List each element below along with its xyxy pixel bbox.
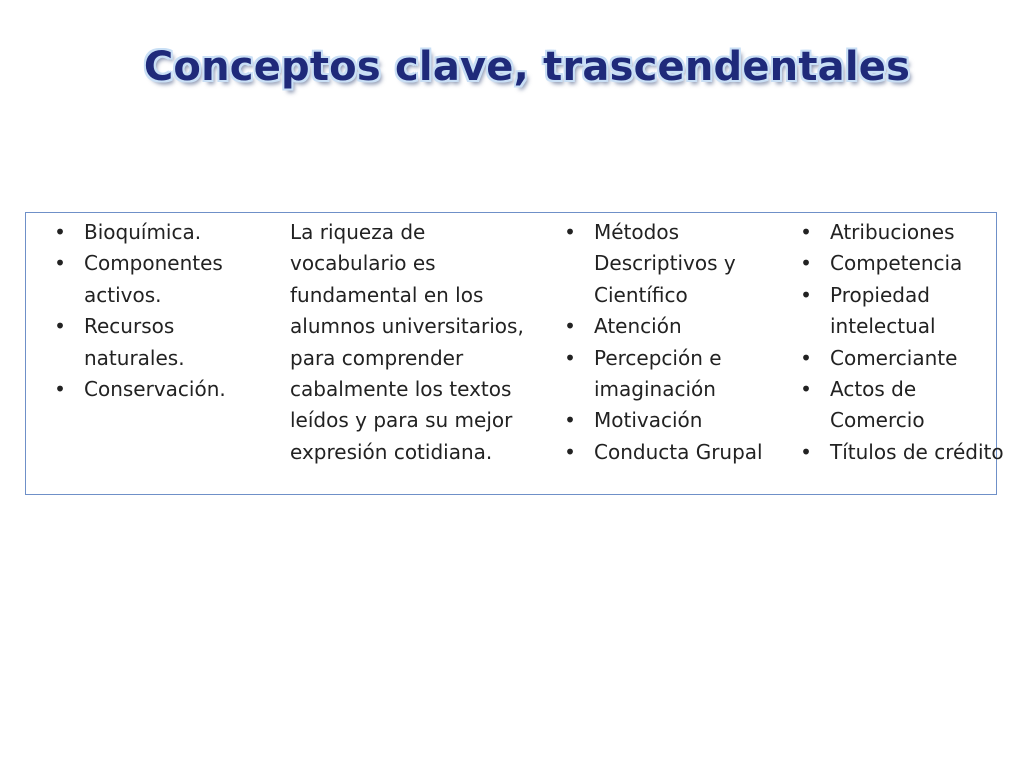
column-methods [558,217,788,468]
list-item-text: Motivación [594,408,703,433]
bullet-icon: • [800,377,812,402]
bullet-icon: • [800,282,812,307]
list-item-text: Actos de Comercio [830,377,925,433]
bullet-icon: • [564,314,576,339]
list-item [794,343,1004,374]
list-item-text: Percepción e imaginación [594,345,722,402]
bullet-list [794,217,1004,468]
bullet-icon: • [800,251,812,276]
bullet-icon: • [54,377,66,402]
column-vocabulary [290,217,548,468]
list-item-text: Bioquímica. [84,220,202,244]
bullet-icon: • [54,220,66,244]
column-commerce [794,217,1004,468]
column-biochemistry [48,217,278,405]
list-item-text: Atención [594,314,682,339]
list-item-text: Títulos de crédito [830,439,1004,464]
list-item [48,374,278,405]
list-item [558,437,788,468]
list-item-text: Competencia [830,251,963,276]
list-item-text: Conservación. [84,377,226,402]
list-item [794,248,1004,279]
bullet-icon: • [800,345,812,370]
list-item [48,217,278,248]
list-item [794,374,1004,437]
bullet-icon: • [564,439,576,464]
list-item [48,311,278,374]
slide-title: Conceptos clave, trascendentales [143,44,911,90]
list-item [558,343,788,406]
bullet-icon: • [54,314,66,339]
bullet-icon: • [800,220,812,244]
list-item [794,280,1004,343]
list-item-text: Comerciante [830,345,958,370]
list-item-text: Métodos Descriptivos y Científico [594,220,736,307]
list-item-text: Recursos naturales. [84,314,185,370]
vocabulary-paragraph: La riqueza de vocabulario es fundamental en los alumnos universitarios, para comprender cabalmente los textos leídos y para su mejor expresión cotidiana. [290,220,524,464]
bullet-icon: • [564,345,576,370]
bullet-icon: • [564,408,576,433]
list-item-text: Conducta Grupal [594,439,763,464]
list-item [558,405,788,436]
list-item-text: Atribuciones [830,220,955,244]
list-item [794,437,1004,468]
list-item [558,311,788,342]
concepts-table [25,212,1004,495]
bullet-list [558,217,788,468]
list-item [558,217,788,311]
list-item-text: Componentes activos. [84,251,223,307]
bullet-icon: • [564,220,576,244]
list-item-text: Propiedad intelectual [830,282,936,339]
list-item [48,248,278,311]
bullet-list [48,217,278,405]
bullet-icon: • [800,439,812,464]
bullet-icon: • [54,251,66,276]
list-item [794,217,1004,248]
